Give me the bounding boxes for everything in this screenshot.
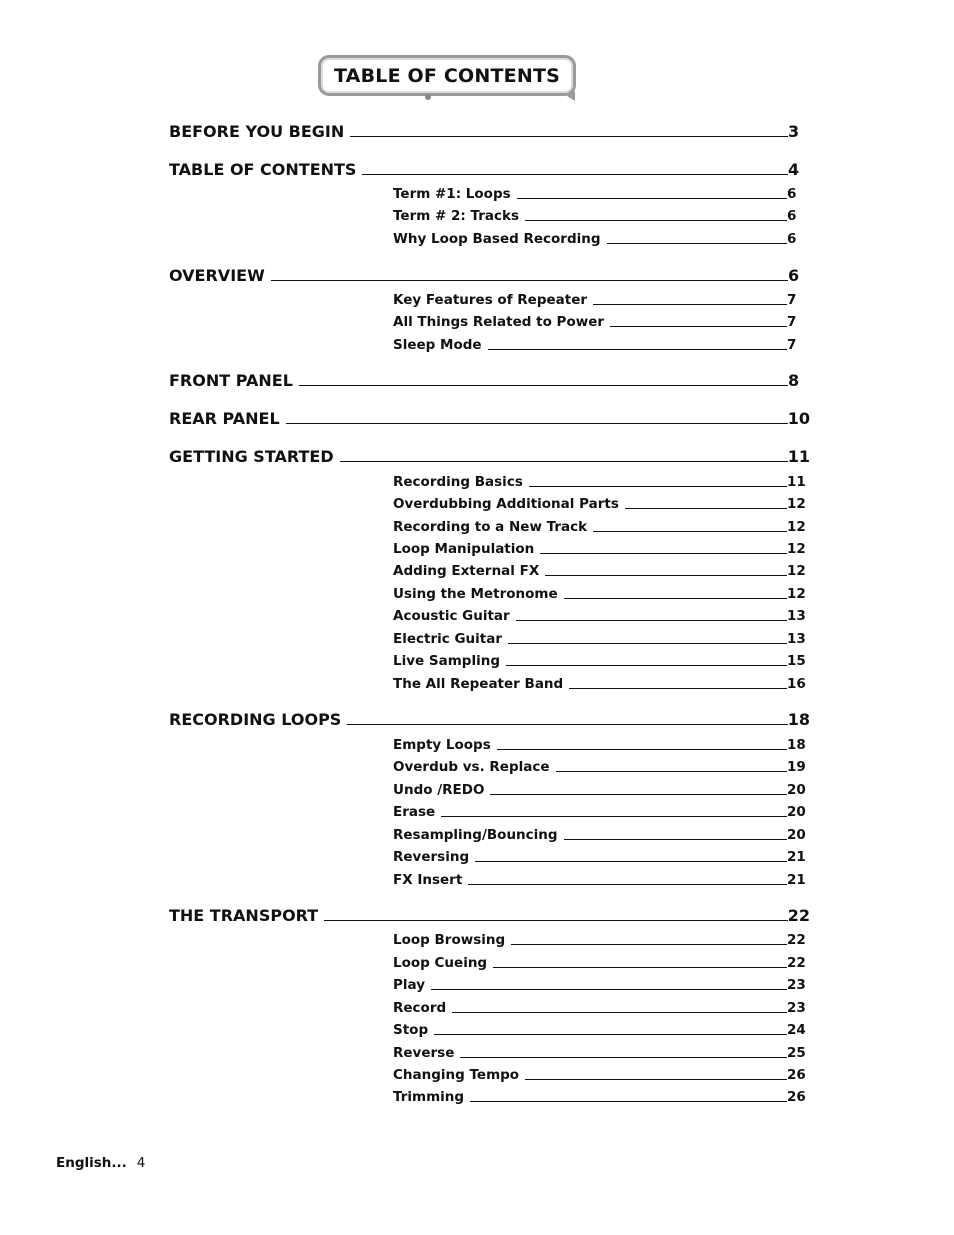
toc-entry-label: Loop Cueing xyxy=(393,955,488,971)
toc-subsection-entry[interactable] xyxy=(393,516,808,535)
toc-entry-page-number: 22 xyxy=(787,906,810,925)
toc-leader-line xyxy=(441,816,787,817)
toc-section-entry[interactable] xyxy=(169,707,810,729)
toc-section-entry[interactable] xyxy=(169,263,810,285)
toc-subsection-entry[interactable] xyxy=(393,538,808,557)
toc-entry-page-number: 12 xyxy=(787,586,806,602)
toc-entry-label: Loop Browsing xyxy=(393,932,506,948)
toc-entry-page-number: 24 xyxy=(787,1022,806,1038)
toc-entry-page-number: 18 xyxy=(787,737,806,753)
toc-entry-page-number: 12 xyxy=(787,519,806,535)
toc-leader-line xyxy=(525,1079,787,1080)
toc-subsection-entry[interactable] xyxy=(393,493,808,512)
toc-entry-page-number: 18 xyxy=(787,710,810,729)
toc-entry-page-number: 6 xyxy=(788,266,800,285)
toc-subsection-entry[interactable] xyxy=(393,228,808,247)
toc-leader-line xyxy=(564,839,787,840)
toc-subsection-entry[interactable] xyxy=(393,650,808,669)
toc-entry-label: BEFORE YOU BEGIN xyxy=(169,122,345,141)
toc-entry-page-number: 4 xyxy=(788,160,800,179)
toc-subsection-entry[interactable] xyxy=(393,734,808,753)
toc-entry-page-number: 7 xyxy=(787,314,797,330)
toc-leader-line xyxy=(468,884,787,885)
toc-entry-label: Stop xyxy=(393,1022,429,1038)
toc-entry-label: Adding External FX xyxy=(393,563,540,579)
toc-entry-page-number: 20 xyxy=(787,804,806,820)
toc-leader-line xyxy=(347,724,787,725)
toc-entry-page-number: 11 xyxy=(787,474,806,490)
toc-entry-page-number: 20 xyxy=(787,827,806,843)
toc-entry-page-number: 7 xyxy=(787,292,797,308)
toc-entry-page-number: 20 xyxy=(787,782,806,798)
toc-entry-page-number: 16 xyxy=(787,676,806,692)
toc-entry-page-number: 11 xyxy=(787,447,810,466)
toc-entry-label: Recording to a New Track xyxy=(393,519,588,535)
toc-subsection-entry[interactable] xyxy=(393,311,808,330)
toc-entry-label: Overdub vs. Replace xyxy=(393,759,550,775)
toc-subsection-entry[interactable] xyxy=(393,1019,808,1038)
toc-entry-label: Erase xyxy=(393,804,436,820)
toc-entry-page-number: 22 xyxy=(787,955,806,971)
toc-section-entry[interactable] xyxy=(169,406,810,428)
toc-entry-label: Empty Loops xyxy=(393,737,491,753)
toc-entry-label: RECORDING LOOPS xyxy=(169,710,342,729)
toc-entry-page-number: 8 xyxy=(788,371,800,390)
toc-entry-label: Recording Basics xyxy=(393,474,523,490)
toc-entry-page-number: 22 xyxy=(787,932,806,948)
toc-leader-line xyxy=(488,349,787,350)
toc-entry-page-number: 7 xyxy=(787,337,797,353)
toc-entry-label: Reverse xyxy=(393,1045,455,1061)
toc-subsection-entry[interactable] xyxy=(393,974,808,993)
toc-entry-label: Loop Manipulation xyxy=(393,541,535,557)
toc-entry-page-number: 3 xyxy=(788,122,800,141)
toc-subsection-entry[interactable] xyxy=(393,779,808,798)
toc-entry-page-number: 6 xyxy=(787,186,797,202)
toc-entry-page-number: 21 xyxy=(787,849,806,865)
toc-leader-line xyxy=(490,794,787,795)
toc-leader-line xyxy=(271,280,788,281)
toc-entry-page-number: 10 xyxy=(787,409,810,428)
toc-subsection-entry[interactable] xyxy=(393,205,808,224)
toc-leader-line xyxy=(434,1034,787,1035)
toc-subsection-entry[interactable] xyxy=(393,583,808,602)
toc-leader-line xyxy=(286,423,788,424)
toc-entry-page-number: 21 xyxy=(787,872,806,888)
toc-leader-line xyxy=(610,326,787,327)
toc-subsection-entry[interactable] xyxy=(393,334,808,353)
toc-leader-line xyxy=(497,749,787,750)
toc-subsection-entry[interactable] xyxy=(393,1042,808,1061)
toc-entry-label: Changing Tempo xyxy=(393,1067,520,1083)
toc-entry-label: Trimming xyxy=(393,1089,465,1105)
toc-leader-line xyxy=(525,220,787,221)
toc-entry-label: Play xyxy=(393,977,426,993)
toc-leader-line xyxy=(607,243,787,244)
toc-entry-label: Live Sampling xyxy=(393,653,500,669)
toc-entry-page-number: 26 xyxy=(787,1089,806,1105)
footer-language: English... xyxy=(56,1155,127,1171)
toc-subsection-entry[interactable] xyxy=(393,605,808,624)
toc-entry-label: Reversing xyxy=(393,849,470,865)
toc-entry-label: All Things Related to Power xyxy=(393,314,605,330)
toc-leader-line xyxy=(517,198,787,199)
toc-leader-line xyxy=(516,620,787,621)
toc-entry-label: Undo /REDO xyxy=(393,782,485,798)
toc-leader-line xyxy=(362,174,788,175)
toc-entry-page-number: 23 xyxy=(787,1000,806,1016)
toc-leader-line xyxy=(452,1012,787,1013)
toc-entry-label: Record xyxy=(393,1000,447,1016)
toc-section-entry[interactable] xyxy=(169,119,810,141)
toc-subsection-entry[interactable] xyxy=(393,673,808,692)
toc-entry-page-number: 12 xyxy=(787,496,806,512)
toc-entry-label: THE TRANSPORT xyxy=(169,906,319,925)
toc-entry-page-number: 13 xyxy=(787,608,806,624)
toc-entry-label: Resampling/Bouncing xyxy=(393,827,558,843)
toc-leader-line xyxy=(431,989,787,990)
toc-leader-line xyxy=(593,304,787,305)
toc-subsection-entry[interactable] xyxy=(393,824,808,843)
toc-subsection-entry[interactable] xyxy=(393,1064,808,1083)
toc-entry-label: Electric Guitar xyxy=(393,631,502,647)
toc-entry-page-number: 19 xyxy=(787,759,806,775)
toc-subsection-entry[interactable] xyxy=(393,756,808,775)
toc-entry-label: The All Repeater Band xyxy=(393,676,564,692)
toc-leader-line xyxy=(508,643,787,644)
toc-section-entry[interactable] xyxy=(169,903,810,925)
toc-entry-label: GETTING STARTED xyxy=(169,447,334,466)
toc-entry-page-number: 12 xyxy=(787,541,806,557)
toc-entry-label: FRONT PANEL xyxy=(169,371,293,390)
toc-entry-page-number: 25 xyxy=(787,1045,806,1061)
page-footer xyxy=(56,1155,145,1171)
toc-subsection-entry[interactable] xyxy=(393,471,808,490)
toc-leader-line xyxy=(564,598,787,599)
toc-entry-label: TABLE OF CONTENTS xyxy=(169,160,357,179)
toc-entry-label: REAR PANEL xyxy=(169,409,280,428)
toc-entry-label: Why Loop Based Recording xyxy=(393,231,601,247)
toc-entry-label: Term #1: Loops xyxy=(393,186,511,202)
toc-leader-line xyxy=(529,486,787,487)
toc-subsection-entry[interactable] xyxy=(393,846,808,865)
toc-leader-line xyxy=(545,575,787,576)
toc-entry-label: Acoustic Guitar xyxy=(393,608,510,624)
toc-leader-line xyxy=(593,531,787,532)
footer-page-number: 4 xyxy=(136,1155,146,1171)
toc-leader-line xyxy=(475,861,787,862)
toc-entry-page-number: 15 xyxy=(787,653,806,669)
toc-entry-label: FX Insert xyxy=(393,872,463,888)
toc-leader-line xyxy=(350,136,788,137)
toc-entry-page-number: 6 xyxy=(787,208,797,224)
toc-section-entry[interactable] xyxy=(169,157,810,179)
toc-subsection-entry[interactable] xyxy=(393,997,808,1016)
toc-subsection-entry[interactable] xyxy=(393,1086,808,1105)
toc-entry-page-number: 6 xyxy=(787,231,797,247)
toc-leader-line xyxy=(324,920,788,921)
toc-leader-line xyxy=(511,944,787,945)
toc-subsection-entry[interactable] xyxy=(393,801,808,820)
toc-subsection-entry[interactable] xyxy=(393,952,808,971)
toc-leader-line xyxy=(299,385,788,386)
toc-leader-line xyxy=(506,665,787,666)
page-title: TABLE OF CONTENTS xyxy=(333,65,560,87)
toc-leader-line xyxy=(493,967,787,968)
toc-entry-label: OVERVIEW xyxy=(169,266,265,285)
toc-entry-page-number: 12 xyxy=(787,563,806,579)
toc-entry-label: Key Features of Repeater xyxy=(393,292,588,308)
toc-entry-label: Term # 2: Tracks xyxy=(393,208,520,224)
toc-subsection-entry[interactable] xyxy=(393,560,808,579)
toc-leader-line xyxy=(569,688,787,689)
toc-entry-label: Sleep Mode xyxy=(393,337,482,353)
toc-subsection-entry[interactable] xyxy=(393,289,808,308)
toc-subsection-entry[interactable] xyxy=(393,628,808,647)
toc-subsection-entry[interactable] xyxy=(393,869,808,888)
toc-entry-page-number: 13 xyxy=(787,631,806,647)
toc-entry-page-number: 26 xyxy=(787,1067,806,1083)
toc-subsection-entry[interactable] xyxy=(393,929,808,948)
toc-section-entry[interactable] xyxy=(169,368,810,390)
toc-section-entry[interactable] xyxy=(169,444,810,466)
toc-entry-page-number: 23 xyxy=(787,977,806,993)
toc-entry-label: Using the Metronome xyxy=(393,586,558,602)
toc-subsection-entry[interactable] xyxy=(393,183,808,202)
toc-leader-line xyxy=(340,461,788,462)
toc-leader-line xyxy=(470,1101,787,1102)
toc-entry-label: Overdubbing Additional Parts xyxy=(393,496,619,512)
toc-leader-line xyxy=(460,1057,787,1058)
toc-leader-line xyxy=(625,508,787,509)
toc-leader-line xyxy=(556,771,787,772)
toc-leader-line xyxy=(540,553,787,554)
